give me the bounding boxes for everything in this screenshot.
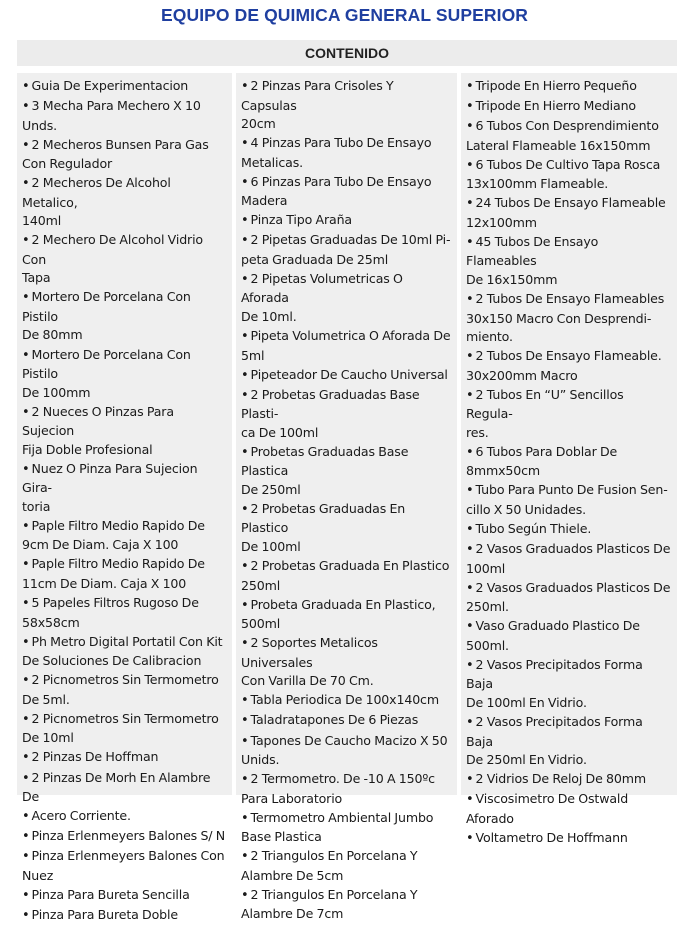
list-item bbox=[22, 886, 227, 906]
bullet-icon: • bbox=[241, 733, 249, 749]
list-item-line: ca De 100ml bbox=[241, 424, 319, 440]
list-item-line: Unds. bbox=[22, 117, 58, 133]
list-item-line: Vaso Graduado Plastico De bbox=[475, 618, 640, 634]
bullet-icon: • bbox=[466, 234, 474, 250]
list-item-line: Paple Filtro Medio Rapido De bbox=[31, 556, 205, 572]
bullet-icon: • bbox=[466, 483, 474, 499]
list-item-line: 5ml bbox=[241, 347, 265, 363]
bullet-icon: • bbox=[466, 715, 474, 730]
list-item-line: De 250ml En Vidrio. bbox=[466, 752, 587, 767]
contents-column-2 bbox=[236, 73, 457, 922]
list-item bbox=[466, 290, 672, 347]
bullet-icon: • bbox=[241, 233, 249, 249]
list-item bbox=[241, 231, 452, 269]
bullet-icon: • bbox=[466, 99, 474, 115]
list-item bbox=[22, 633, 227, 671]
bullet-icon: • bbox=[22, 711, 30, 727]
list-item-line: 2 Vidrios De Reloj De 80mm bbox=[475, 771, 647, 787]
contents-header: CONTENIDO bbox=[17, 40, 677, 66]
list-item bbox=[22, 847, 227, 885]
list-item-line: 2 Nueces O Pinzas Para Sujecion bbox=[22, 403, 174, 439]
bullet-icon: • bbox=[466, 619, 474, 635]
bullet-icon: • bbox=[241, 597, 249, 613]
list-item-line: 2 Probetas Graduadas Base Plasti- bbox=[241, 386, 420, 422]
bullet-icon: • bbox=[241, 174, 249, 190]
list-item-line: 2 Triangulos En Porcelana Y bbox=[250, 886, 418, 902]
list-item bbox=[241, 809, 452, 847]
list-item-line: 500ml. bbox=[466, 637, 509, 653]
list-item-line: toria bbox=[22, 498, 51, 514]
list-item bbox=[22, 517, 227, 555]
bullet-icon: • bbox=[241, 329, 249, 345]
list-item-line: Metalicas. bbox=[241, 154, 303, 170]
list-item-line: 12x100mm bbox=[466, 214, 537, 230]
list-item-line: Con Regulador bbox=[22, 156, 113, 172]
list-item bbox=[466, 481, 672, 519]
list-item-line: 2 Vasos Precipitados Forma Baja bbox=[466, 714, 643, 749]
list-item bbox=[466, 117, 672, 155]
list-item-line: De 10ml. bbox=[241, 308, 297, 324]
list-item bbox=[466, 156, 672, 194]
bullet-icon: • bbox=[466, 444, 474, 460]
list-item bbox=[466, 770, 672, 790]
bullet-icon: • bbox=[22, 233, 30, 249]
list-item-line: miento. bbox=[466, 329, 513, 345]
bullet-icon: • bbox=[22, 347, 30, 363]
list-item bbox=[22, 97, 227, 135]
list-item-line: 2 Mecheros Bunsen Para Gas bbox=[31, 136, 209, 152]
bullet-icon: • bbox=[241, 79, 249, 94]
bullet-icon: • bbox=[22, 290, 30, 306]
list-item bbox=[241, 732, 452, 770]
list-item-line: Tapa bbox=[22, 270, 51, 286]
list-item bbox=[22, 346, 227, 403]
bullet-icon: • bbox=[22, 907, 30, 923]
list-item bbox=[241, 443, 452, 500]
list-item-line: Probetas Graduadas Base Plastica bbox=[241, 443, 409, 479]
bullet-icon: • bbox=[466, 196, 474, 212]
list-item-line: 2 Pinzas Para Crisoles Y Capsulas bbox=[241, 78, 394, 113]
list-item-line: 2 Probetas Graduadas En Plastico bbox=[241, 500, 406, 536]
list-item-line: 5 Papeles Filtros Rugoso De bbox=[31, 595, 199, 611]
list-item-line: 6 Pinzas Para Tubo De Ensayo bbox=[250, 173, 432, 189]
list-item-line: Tripode En Hierro Mediano bbox=[475, 98, 636, 114]
list-item-line: 2 Vasos Graduados Plasticos De bbox=[475, 541, 671, 557]
list-item bbox=[466, 77, 672, 97]
bullet-icon: • bbox=[22, 99, 30, 115]
list-item-line: res. bbox=[466, 424, 489, 440]
list-item-line: Termometro Ambiental Jumbo bbox=[250, 809, 434, 825]
list-item bbox=[466, 540, 672, 578]
list-item-line: Guia De Experimentacion bbox=[31, 78, 189, 93]
list-item-line: 8mmx50cm bbox=[466, 463, 541, 479]
list-item bbox=[466, 829, 672, 849]
list-item-line: cillo X 50 Unidades. bbox=[466, 501, 587, 517]
list-item-line: Tripode En Hierro Pequeño bbox=[475, 78, 637, 93]
list-item-line: Tubo Según Thiele. bbox=[475, 521, 592, 537]
contents-column-1 bbox=[17, 73, 232, 923]
list-item-line: Pinza Erlenmeyers Balones S/ N bbox=[31, 828, 226, 844]
list-item bbox=[466, 713, 672, 770]
list-item bbox=[466, 233, 672, 290]
list-item bbox=[22, 906, 227, 925]
list-item bbox=[241, 211, 452, 231]
list-item-line: De 5ml. bbox=[22, 691, 70, 707]
list-item-line: 100ml bbox=[466, 560, 506, 576]
list-item-line: Probeta Graduada En Plastico, bbox=[250, 596, 436, 612]
bullet-icon: • bbox=[241, 271, 249, 287]
bullet-icon: • bbox=[22, 673, 30, 689]
list-item-line: 2 Probetas Graduada En Plastico bbox=[250, 558, 450, 574]
contents-column-3 bbox=[461, 73, 677, 846]
list-item bbox=[241, 386, 452, 443]
list-item bbox=[241, 270, 452, 327]
list-item-line: Paple Filtro Medio Rapido De bbox=[31, 517, 205, 533]
bullet-icon: • bbox=[466, 792, 474, 808]
list-item-line: De 10ml bbox=[22, 730, 74, 746]
list-item-line: 2 Tubos De Ensayo Flameable. bbox=[475, 348, 662, 364]
list-item-line: 6 Tubos Para Doblar De bbox=[475, 443, 618, 459]
document-title: EQUIPO DE QUIMICA GENERAL SUPERIOR bbox=[160, 5, 529, 25]
list-item-line: Mortero De Porcelana Con Pistilo bbox=[22, 289, 191, 324]
bullet-icon: • bbox=[22, 557, 30, 573]
list-item-line: 9cm De Diam. Caja X 100 bbox=[22, 537, 179, 553]
bullet-icon: • bbox=[22, 887, 30, 903]
bullet-icon: • bbox=[241, 501, 249, 517]
list-item bbox=[241, 134, 452, 172]
list-item-line: Con Varilla De 70 Cm. bbox=[241, 673, 374, 689]
list-item bbox=[22, 77, 227, 97]
list-item bbox=[241, 500, 452, 557]
list-item-line: De 100mm bbox=[22, 384, 91, 400]
list-item bbox=[22, 231, 227, 288]
list-item-line: 30x150 Macro Con Desprendi- bbox=[466, 310, 652, 326]
list-item-line: 250ml bbox=[241, 577, 281, 593]
list-item-line: Lateral Flameable 16x150mm bbox=[466, 137, 651, 153]
list-item bbox=[466, 443, 672, 481]
list-item-line: 2 Triangulos En Porcelana Y bbox=[250, 848, 418, 864]
bullet-icon: • bbox=[241, 887, 249, 903]
list-item bbox=[466, 194, 672, 232]
bullet-icon: • bbox=[241, 810, 249, 826]
bullet-icon: • bbox=[466, 580, 474, 596]
list-item-line: 6 Tubos De Cultivo Tapa Rosca bbox=[475, 156, 661, 172]
bullet-icon: • bbox=[241, 636, 249, 652]
list-item-line: 24 Tubos De Ensayo Flameable bbox=[475, 195, 666, 211]
list-item-line: Alambre De 5cm bbox=[241, 867, 344, 883]
list-item-line: 30x200mm Macro bbox=[466, 367, 578, 383]
list-item-line: Nuez O Pinza Para Sujecion Gira- bbox=[22, 460, 198, 496]
list-item-line: Pinza Para Bureta Doble bbox=[31, 906, 178, 922]
list-item-line: Mortero De Porcelana Con Pistilo bbox=[22, 346, 191, 382]
list-item-line: 3 Mecha Para Mechero X 10 bbox=[31, 98, 201, 114]
list-item-line: peta Graduada De 25ml bbox=[241, 251, 389, 267]
list-item bbox=[466, 520, 672, 540]
list-item-line: 2 Mechero De Alcohol Vidrio Con bbox=[22, 232, 203, 267]
list-item bbox=[241, 886, 452, 924]
bullet-icon: • bbox=[466, 542, 474, 558]
list-item bbox=[22, 710, 227, 748]
bullet-icon: • bbox=[466, 387, 474, 403]
list-item bbox=[466, 617, 672, 655]
list-item-line: Pinza Para Bureta Sencilla bbox=[31, 886, 190, 902]
list-item-line: 140ml bbox=[22, 213, 62, 229]
list-item-line: 500ml bbox=[241, 616, 281, 632]
list-item-line: 2 Termometro. De -10 A 150ºc bbox=[250, 771, 435, 787]
bullet-icon: • bbox=[22, 750, 30, 766]
list-item-line: 4 Pinzas Para Tubo De Ensayo bbox=[250, 135, 432, 151]
list-item bbox=[22, 288, 227, 345]
bullet-icon: • bbox=[466, 522, 474, 538]
list-item-line: De 100ml En Vidrio. bbox=[466, 694, 587, 710]
list-item-line: 2 Pinzas De Morh En Alambre De bbox=[22, 769, 211, 804]
list-item-line: 20cm bbox=[241, 116, 276, 131]
bullet-icon: • bbox=[22, 770, 30, 786]
list-item-line: 2 Picnometros Sin Termometro bbox=[31, 710, 219, 726]
list-item-line: Ph Metro Digital Portatil Con Kit bbox=[31, 633, 223, 649]
list-item bbox=[22, 594, 227, 632]
list-item bbox=[22, 403, 227, 460]
list-item-line: 2 Vasos Precipitados Forma Baja bbox=[466, 656, 643, 692]
list-item bbox=[241, 77, 452, 134]
list-item bbox=[241, 770, 452, 808]
list-item-line: 2 Pipetas Volumetricas O Aforada bbox=[241, 270, 403, 306]
bullet-icon: • bbox=[241, 444, 249, 460]
list-item bbox=[241, 634, 452, 691]
list-item-line: 13x100mm Flameable. bbox=[466, 176, 609, 192]
bullet-icon: • bbox=[241, 693, 249, 709]
list-item-line: De 250ml bbox=[241, 481, 301, 497]
list-item-line: Unids. bbox=[241, 752, 280, 767]
bullet-icon: • bbox=[22, 79, 30, 94]
list-item-line: Taladratapones De 6 Piezas bbox=[250, 712, 419, 728]
bullet-icon: • bbox=[22, 461, 30, 477]
bullet-icon: • bbox=[466, 349, 474, 365]
list-item bbox=[22, 136, 227, 174]
list-item-line: De 100ml bbox=[241, 538, 301, 554]
list-item-line: 2 Soportes Metalicos Universales bbox=[241, 635, 378, 670]
list-item bbox=[466, 386, 672, 443]
list-item-line: 2 Picnometros Sin Termometro bbox=[31, 672, 219, 688]
list-item-line: Voltametro De Hoffmann bbox=[475, 829, 628, 845]
list-item bbox=[22, 174, 227, 231]
bullet-icon: • bbox=[22, 596, 30, 612]
list-item-line: 2 Tubos De Ensayo Flameables bbox=[475, 291, 665, 307]
list-item bbox=[241, 847, 452, 885]
list-item-line: 2 Pipetas Graduadas De 10ml Pi- bbox=[250, 232, 451, 248]
bullet-icon: • bbox=[466, 157, 474, 173]
list-item bbox=[22, 460, 227, 517]
bullet-icon: • bbox=[241, 387, 249, 403]
list-item bbox=[22, 807, 227, 827]
bullet-icon: • bbox=[466, 657, 474, 673]
list-item bbox=[241, 327, 452, 365]
list-item bbox=[241, 691, 452, 711]
list-item bbox=[22, 769, 227, 807]
list-item bbox=[241, 366, 452, 386]
list-item-line: 11cm De Diam. Caja X 100 bbox=[22, 575, 187, 591]
bullet-icon: • bbox=[466, 119, 474, 135]
bullet-icon: • bbox=[22, 137, 30, 153]
bullet-icon: • bbox=[466, 79, 474, 94]
list-item-line: Madera bbox=[241, 193, 288, 209]
bullet-icon: • bbox=[241, 136, 249, 152]
list-item-line: 6 Tubos Con Desprendimiento bbox=[475, 118, 659, 134]
bullet-icon: • bbox=[22, 404, 30, 420]
list-item-line: De 16x150mm bbox=[466, 271, 558, 287]
list-item-line: 58x58cm bbox=[22, 614, 80, 630]
list-item-line: Acero Corriente. bbox=[31, 808, 131, 824]
list-item bbox=[241, 711, 452, 731]
list-item bbox=[466, 97, 672, 117]
list-item bbox=[22, 555, 227, 593]
list-item-line: Pinza Tipo Araña bbox=[250, 212, 352, 228]
bullet-icon: • bbox=[22, 849, 30, 865]
bullet-icon: • bbox=[241, 559, 249, 575]
list-item-line: Pipeteador De Caucho Universal bbox=[250, 366, 448, 382]
bullet-icon: • bbox=[22, 634, 30, 650]
bullet-icon: • bbox=[22, 518, 30, 534]
bullet-icon: • bbox=[466, 830, 474, 846]
bullet-icon: • bbox=[466, 292, 474, 308]
bullet-icon: • bbox=[22, 809, 30, 825]
list-item-line: Tubo Para Punto De Fusion Sen- bbox=[475, 482, 668, 498]
bullet-icon: • bbox=[241, 713, 249, 729]
list-item bbox=[22, 671, 227, 709]
list-item-line: De Soluciones De Calibracion bbox=[22, 653, 202, 669]
bullet-icon: • bbox=[241, 849, 249, 865]
list-item bbox=[241, 173, 452, 211]
list-item-line: Para Laboratorio bbox=[241, 790, 343, 806]
list-item-line: Nuez bbox=[22, 867, 54, 883]
list-item-line: 2 Pinzas De Hoffman bbox=[31, 749, 159, 765]
list-item bbox=[22, 748, 227, 768]
bullet-icon: • bbox=[241, 367, 249, 383]
list-item-line: Base Plastica bbox=[241, 829, 322, 845]
bullet-icon: • bbox=[466, 772, 474, 788]
list-item-line: 250ml. bbox=[466, 599, 509, 615]
list-item bbox=[466, 347, 672, 385]
list-item-line: De 80mm bbox=[22, 327, 83, 343]
list-item-line: 2 Tubos En “U” Sencillos Regula- bbox=[466, 386, 624, 422]
list-item-line: Alambre De 7cm bbox=[241, 906, 344, 922]
list-item bbox=[466, 790, 672, 828]
list-item-line: 2 Vasos Graduados Plasticos De bbox=[475, 579, 671, 595]
list-item bbox=[241, 596, 452, 634]
bullet-icon: • bbox=[22, 829, 30, 845]
list-item bbox=[22, 827, 227, 847]
list-item-line: Pinza Erlenmeyers Balones Con bbox=[31, 848, 225, 864]
bullet-icon: • bbox=[22, 176, 30, 192]
list-item-line: Pipeta Volumetrica O Aforada De bbox=[250, 328, 451, 344]
list-item bbox=[466, 579, 672, 617]
bullet-icon: • bbox=[241, 772, 249, 788]
list-item bbox=[466, 656, 672, 713]
list-item-line: 45 Tubos De Ensayo Flameables bbox=[466, 233, 599, 269]
bullet-icon: • bbox=[241, 213, 249, 229]
list-item bbox=[241, 557, 452, 595]
list-item-line: Fija Doble Profesional bbox=[22, 441, 153, 457]
list-item-line: Viscosimetro De Ostwald Aforado bbox=[466, 791, 629, 826]
list-item-line: Tabla Periodica De 100x140cm bbox=[250, 692, 439, 708]
list-item-line: 2 Mecheros De Alcohol Metalico, bbox=[22, 175, 171, 210]
list-item-line: Tapones De Caucho Macizo X 50 bbox=[250, 732, 448, 748]
